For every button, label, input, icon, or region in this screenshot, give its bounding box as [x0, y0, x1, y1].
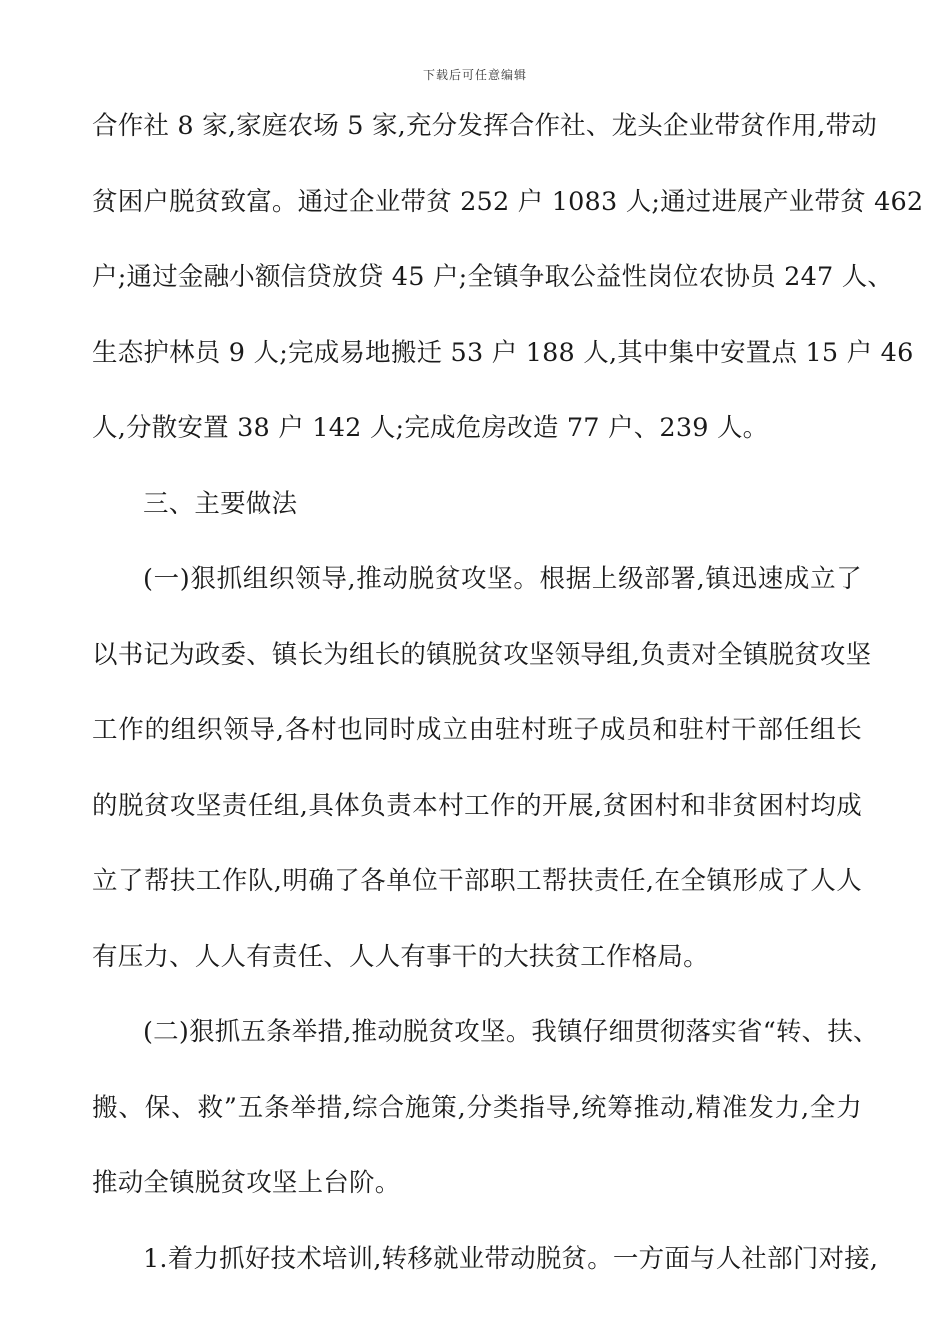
- text-line: 有压力、人人有责任、人人有事干的大扶贫工作格局。: [92, 941, 709, 972]
- section-heading: 三、主要做法: [143, 488, 298, 519]
- text-line: 搬、保、救”五条举措,综合施策,分类指导,统筹推动,精准发力,全力: [92, 1092, 862, 1123]
- text-line: 贫困户脱贫致富。通过企业带贫 252 户 1083 人;通过进展产业带贫 462: [92, 186, 924, 217]
- header-note: 下载后可任意编辑: [422, 68, 527, 82]
- text-line: (一)狠抓组织领导,推动脱贫攻坚。根据上级部署,镇迅速成立了: [143, 564, 862, 594]
- text-line: (二)狠抓五条举措,推动脱贫攻坚。我镇仔细贯彻落实省“转、扶、: [143, 1017, 879, 1047]
- document-body: [92, 96, 924, 1304]
- text-line: 立了帮扶工作队,明确了各单位干部职工帮扶责任,在全镇形成了人人: [92, 866, 862, 896]
- text-line: 1.着力抓好技术培训,转移就业带动脱贫。一方面与人社部门对接,: [143, 1243, 879, 1274]
- text-line: 人,分散安置 38 户 142 人;完成危房改造 77 户、239 人。: [92, 413, 769, 443]
- text-line: 户;通过金融小额信贷放贷 45 户;全镇争取公益性岗位农协员 247 人、: [92, 262, 894, 292]
- text-line: 以书记为政委、镇长为组长的镇脱贫攻坚领导组,负责对全镇脱贫攻坚: [92, 639, 872, 670]
- text-line: 工作的组织领导,各村也同时成立由驻村班子成员和驻村干部任组长: [92, 715, 862, 745]
- text-line: 合作社 8 家,家庭农场 5 家,充分发挥合作社、龙头企业带贫作用,带动: [92, 111, 877, 141]
- text-line: 推动全镇脱贫攻坚上台阶。: [92, 1168, 401, 1198]
- text-line: 生态护林员 9 人;完成易地搬迁 53 户 188 人,其中集中安置点 15 户 46: [92, 337, 914, 368]
- text-line: 的脱贫攻坚责任组,具体负责本村工作的开展,贫困村和非贫困村均成: [92, 790, 862, 821]
